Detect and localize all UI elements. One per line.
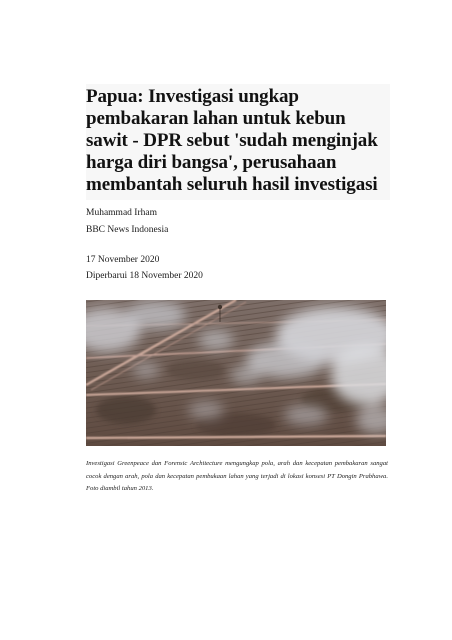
article-outlet: BBC News Indonesia xyxy=(86,225,169,235)
article-author[interactable]: Muhammad Irham xyxy=(86,208,157,218)
article-headline: Papua: Investigasi ungkap pembakaran lahan untuk kebun sawit - DPR sebut 'sudah menginjak harga diri bangsa', perusahaan membantah seluruh hasil investigasi xyxy=(86,84,390,200)
updated-date: Diperbarui 18 November 2020 xyxy=(86,271,203,281)
article-photo xyxy=(86,300,386,446)
burning-land-aerial-image xyxy=(86,300,386,446)
publish-date: 17 November 2020 xyxy=(86,255,160,265)
photo-caption: Investigasi Greenpeace dan Forensic Architecture mengungkap pola, arah dan kecepatan pembakaran sangat cocok dengan arah, pola dan kecepatan pembukaan lahan yang terjadi di lokasi konsesi PT Dongin Prabhawa. Foto diambil tahun 2013. xyxy=(86,460,388,492)
